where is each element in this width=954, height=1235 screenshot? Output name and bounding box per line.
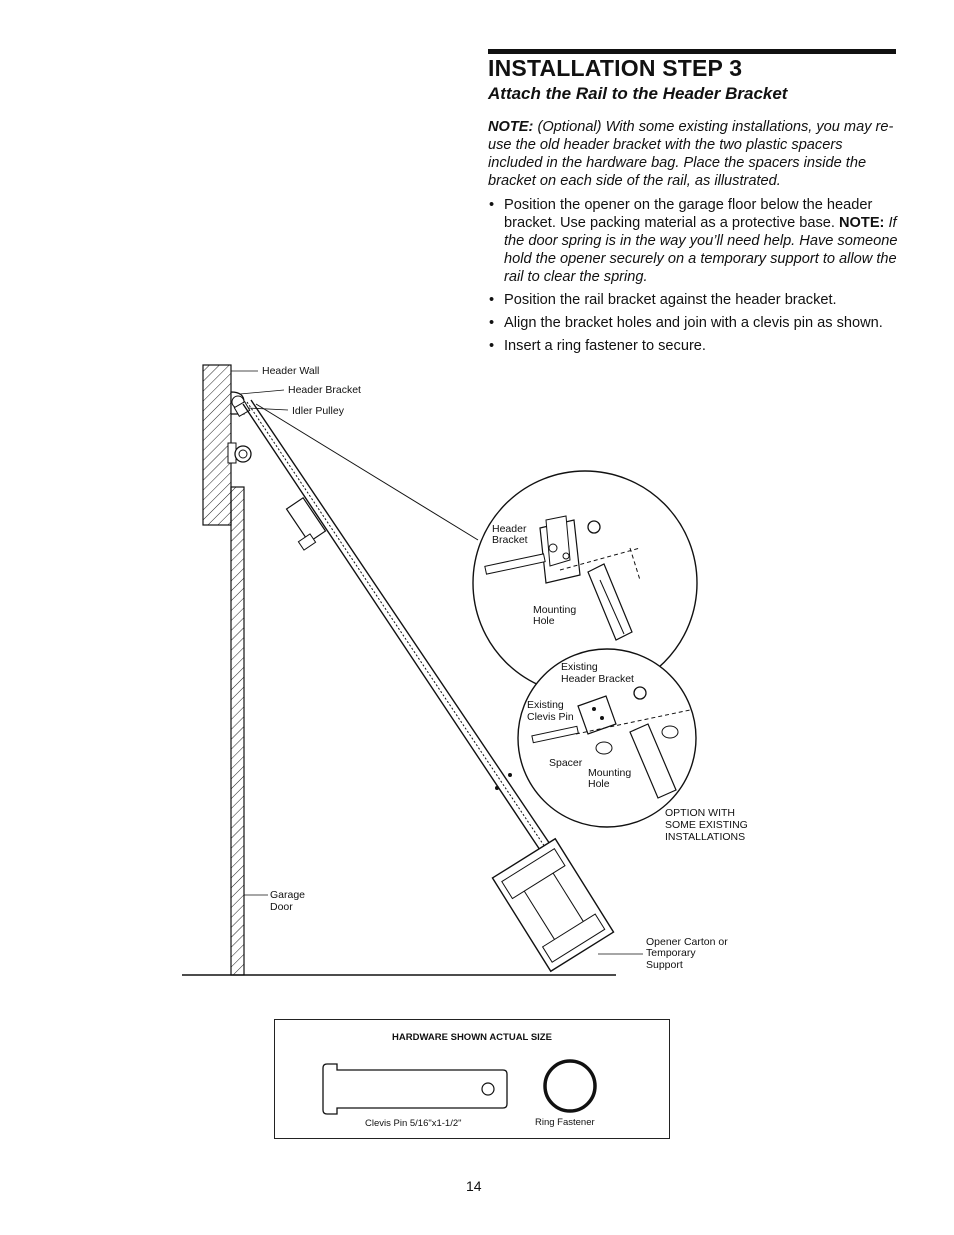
label-inset1-hole-1: Mounting: [533, 604, 577, 616]
label-inset2-pin-2: Clevis Pin: [527, 711, 574, 723]
wall-fixture: [228, 443, 251, 463]
step-text: Align the bracket holes and join with a clevis pin as shown.: [504, 315, 883, 331]
hardware-title: HARDWARE SHOWN ACTUAL SIZE: [392, 1032, 552, 1043]
label-opener-support-1: Opener Carton or: [646, 936, 728, 948]
label-option-2: SOME EXISTING: [665, 819, 748, 831]
header-bracket-assembly: [231, 392, 250, 416]
label-inset2-hole-1: Mounting: [588, 767, 632, 779]
hardware-box: [274, 1019, 670, 1139]
ring-fastener-caption: Ring Fastener: [535, 1117, 595, 1128]
step-text: Position the rail bracket against the header bracket.: [504, 292, 837, 308]
label-inset2-spacer: Spacer: [549, 757, 583, 769]
step-note-lead: NOTE:: [839, 215, 885, 231]
label-inset2-pin-1: Existing: [527, 699, 564, 711]
page-number: 14: [466, 1178, 482, 1194]
label-inset2-bracket-1: Existing: [561, 661, 598, 673]
ring-fastener-illustration: [545, 1061, 595, 1111]
callout-line: [256, 404, 478, 540]
page-title: INSTALLATION STEP 3: [488, 55, 743, 81]
label-header-bracket: Header Bracket: [288, 384, 361, 396]
note-lead: NOTE:: [488, 119, 534, 135]
label-inset2-hole-2: Hole: [588, 778, 610, 790]
label-option-1: OPTION WITH: [665, 807, 735, 819]
label-idler-pulley: Idler Pulley: [292, 405, 344, 417]
label-opener-support-2: Temporary: [646, 947, 696, 959]
label-inset1-bracket-1: Header: [492, 523, 527, 535]
trolley: [287, 498, 326, 550]
clevis-pin-illustration: [275, 1020, 671, 1140]
garage-door: [231, 487, 244, 975]
label-option-3: INSTALLATIONS: [665, 831, 746, 843]
label-opener-support-3: Support: [646, 959, 683, 971]
step-text: Insert a ring fastener to secure.: [504, 338, 706, 354]
label-garage-door-1: Garage: [270, 889, 306, 901]
clevis-pin-caption: Clevis Pin 5/16"x1-1/2": [365, 1118, 462, 1129]
page-subtitle: Attach the Rail to the Header Bracket: [488, 84, 788, 103]
label-inset1-bracket-2: Bracket: [492, 534, 528, 546]
label-garage-door-2: Door: [270, 901, 293, 913]
label-inset1-hole-2: Hole: [533, 615, 555, 627]
note-text: (Optional) With some existing installations, you may re-use the old header bracket with the two plastic spacers included in the hardware bag. Place the spacers inside the bracket on each side of the rail, as illustrated.: [488, 119, 894, 189]
header-wall: [203, 365, 231, 525]
label-header-wall: Header Wall: [262, 365, 320, 377]
step-note-text: If the door spring is in the way you’ll need help. Have someone hold the opener securely on a temporary support to allow the rail to clear the spring.: [504, 215, 898, 285]
step-text: Position the opener on the garage floor below the header bracket. Use packing material as a protective base.: [504, 197, 873, 231]
label-inset2-bracket-2: Header Bracket: [561, 673, 634, 685]
